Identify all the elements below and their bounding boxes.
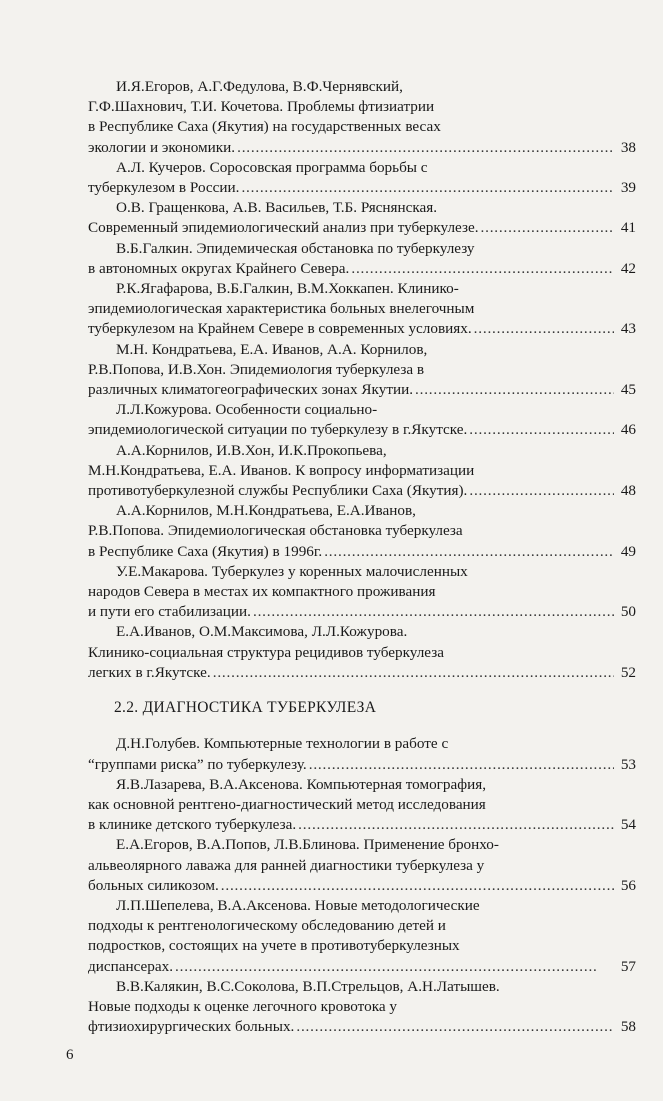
toc-entry bbox=[88, 775, 636, 836]
section-title: 2.2. ДИАГНОСТИКА ТУБЕРКУЛЕЗА bbox=[114, 699, 377, 717]
toc-entry-line: диспансерах. bbox=[88, 957, 173, 975]
toc-page-number: 57 bbox=[620, 957, 636, 975]
toc-entry-last-line bbox=[88, 876, 636, 896]
toc-entry bbox=[88, 562, 636, 623]
toc-page-number: 42 bbox=[620, 259, 636, 277]
toc-entry-line: больных силикозом. bbox=[88, 876, 219, 894]
toc-entry bbox=[88, 239, 636, 279]
toc-entry-line: в автономных округах Крайнего Севера. bbox=[88, 259, 350, 277]
toc-entry-line: Р.В.Попова, И.В.Хон. Эпидемиология туберкулеза в bbox=[88, 360, 425, 378]
toc-entry-line: как основной рентгено-диагностический метод исследования bbox=[88, 795, 486, 813]
dot-leader bbox=[237, 138, 614, 158]
dot-leader bbox=[296, 1017, 614, 1037]
toc-page-number: 43 bbox=[620, 320, 636, 338]
toc-entry-line: О.В. Гращенкова, А.В. Васильев, Т.Б. Ряснянская. bbox=[116, 199, 438, 217]
toc-entry-line: различных климатогеографических зонах Якутии. bbox=[88, 381, 414, 399]
toc-entry bbox=[88, 835, 636, 896]
toc-entry bbox=[88, 279, 636, 340]
page-number: 6 bbox=[66, 1047, 74, 1063]
toc-entry-line: Г.Ф.Шахнович, Т.И. Кочетова. Проблемы фтизиатрии bbox=[88, 98, 435, 116]
toc-page-number: 45 bbox=[620, 381, 636, 399]
toc-entry-line: эпидемиологическая характеристика больных внелегочным bbox=[88, 300, 475, 318]
toc-entry bbox=[88, 158, 636, 198]
toc-entry-line: Я.В.Лазарева, В.А.Аксенова. Компьютерная томография, bbox=[116, 775, 487, 793]
toc-entry-line: альвеолярного лаважа для ранней диагностики туберкулеза у bbox=[88, 856, 485, 874]
toc-entry-line: в Республике Саха (Якутия) на государственных весах bbox=[88, 118, 441, 136]
toc-entry-line: фтизиохирургических больных. bbox=[88, 1018, 295, 1036]
dot-leader bbox=[253, 602, 614, 622]
dot-leader bbox=[481, 218, 614, 238]
toc-entry-last-line bbox=[88, 218, 636, 238]
toc-entry-last-line bbox=[88, 420, 636, 440]
toc-entry-last-line bbox=[88, 380, 636, 400]
toc-entry-line: М.Н.Кондратьева, Е.А. Иванов. К вопросу информатизации bbox=[88, 461, 475, 479]
toc-entry-line: В.Б.Галкин. Эпидемическая обстановка по туберкулезу bbox=[116, 239, 475, 257]
toc-entry-line: подростков, состоящих на учете в противотуберкулезных bbox=[88, 937, 460, 955]
toc-page-number: 39 bbox=[620, 179, 636, 197]
toc-entry bbox=[88, 896, 636, 977]
toc-entry-line: подходы к рентгенологическому обследованию детей и bbox=[88, 917, 446, 935]
toc-page-number: 52 bbox=[620, 663, 636, 681]
toc-group-epidemiology bbox=[88, 77, 636, 683]
toc-entry bbox=[88, 77, 636, 158]
toc-entry-line: И.Я.Егоров, А.Г.Федулова, В.Ф.Чернявский, bbox=[116, 78, 403, 95]
toc-entry-last-line bbox=[88, 178, 636, 198]
dot-leader bbox=[241, 178, 614, 198]
toc-entry-last-line bbox=[88, 542, 636, 562]
toc-entry bbox=[88, 622, 636, 683]
toc-entry-line: В.В.Калякин, В.С.Соколова, В.П.Стрельцов, А.Н.Латышев. bbox=[116, 977, 500, 995]
dot-leader bbox=[324, 542, 614, 562]
toc-entry-line: эпидемиологической ситуации по туберкулезу в г.Якутске. bbox=[88, 421, 468, 439]
toc-entry-line: У.Е.Макарова. Туберкулез у коренных малочисленных bbox=[116, 562, 468, 580]
toc-page-number: 58 bbox=[620, 1018, 636, 1036]
toc-page-number: 41 bbox=[620, 219, 636, 237]
dot-leader bbox=[469, 420, 614, 440]
toc-entry-line: Р.К.Ягафарова, В.Б.Галкин, В.М.Хоккапен. Клинико- bbox=[116, 280, 459, 298]
toc-entry-last-line bbox=[88, 481, 636, 501]
toc-entry-line: Е.А.Егоров, В.А.Попов, Л.В.Блинова. Применение бронхо- bbox=[116, 836, 499, 854]
toc-page-number: 54 bbox=[620, 816, 636, 834]
toc-entry-line: “группами риска” по туберкулезу. bbox=[88, 755, 307, 773]
toc-entry-line: М.Н. Кондратьева, Е.А. Иванов, А.А. Корнилов, bbox=[116, 340, 428, 358]
toc-group-diagnostics bbox=[88, 734, 636, 1037]
dot-leader bbox=[469, 481, 614, 501]
toc-entry-line: туберкулезом на Крайнем Севере в современных условиях. bbox=[88, 320, 472, 338]
toc-entry-line: А.А.Корнилов, М.Н.Кондратьева, Е.А.Иванов, bbox=[116, 502, 416, 520]
toc-entry-last-line bbox=[88, 957, 636, 977]
toc-entry-line: туберкулезом в России. bbox=[88, 179, 240, 197]
toc-entry-line: А.Л. Кучеров. Соросовская программа борьбы с bbox=[116, 158, 428, 176]
toc-entry-line: в клинике детского туберкулеза. bbox=[88, 816, 297, 834]
toc-entry-last-line bbox=[88, 815, 636, 835]
toc-entry-line: Новые подходы к оценке легочного кровотока у bbox=[88, 997, 397, 1015]
toc-entry-line: Л.Л.Кожурова. Особенности социально- bbox=[116, 401, 378, 419]
toc-entry-line: Л.П.Шепелева, В.А.Аксенова. Новые методологические bbox=[116, 896, 480, 914]
toc-entry-last-line bbox=[88, 138, 636, 158]
toc-entry bbox=[88, 400, 636, 440]
toc-page-number: 38 bbox=[620, 138, 636, 156]
toc-entry-line: экологии и экономики. bbox=[88, 138, 236, 156]
dot-leader bbox=[309, 755, 614, 775]
toc-entry-line: и пути его стабилизации. bbox=[88, 603, 251, 621]
dot-leader bbox=[298, 815, 614, 835]
toc-entry-line: Современный эпидемиологический анализ при туберкулезе. bbox=[88, 219, 479, 237]
toc-entry-line: Клинико-социальная структура рецидивов туберкулеза bbox=[88, 643, 444, 661]
toc-entry-line: легких в г.Якутске. bbox=[88, 663, 211, 681]
toc-entry bbox=[88, 977, 636, 1038]
toc-entry bbox=[88, 198, 636, 238]
dot-leader bbox=[213, 663, 614, 683]
toc-entry-last-line bbox=[88, 1017, 636, 1037]
dot-leader bbox=[351, 259, 614, 279]
toc-entry bbox=[88, 340, 636, 401]
toc-page-number: 49 bbox=[620, 542, 636, 560]
toc-entry-line: Е.А.Иванов, О.М.Максимова, Л.Л.Кожурова. bbox=[116, 623, 408, 641]
toc-entry bbox=[88, 501, 636, 562]
dot-leader bbox=[175, 957, 614, 977]
dot-leader bbox=[474, 319, 614, 339]
toc-entry-last-line bbox=[88, 602, 636, 622]
toc-entry bbox=[88, 441, 636, 502]
toc-entry-last-line bbox=[88, 755, 636, 775]
toc-entry bbox=[88, 734, 636, 774]
toc-page-number: 56 bbox=[620, 876, 636, 894]
toc-entry-line: в Республике Саха (Якутия) в 1996г. bbox=[88, 542, 323, 560]
toc-page-number: 50 bbox=[620, 603, 636, 621]
table-of-contents bbox=[88, 77, 636, 1037]
dot-leader bbox=[221, 876, 614, 896]
toc-entry-line: противотуберкулезной службы Республики Саха (Якутия). bbox=[88, 482, 468, 500]
toc-entry-last-line bbox=[88, 259, 636, 279]
toc-entry-line: Р.В.Попова. Эпидемиологическая обстановка туберкулеза bbox=[88, 522, 463, 540]
dot-leader bbox=[415, 380, 614, 400]
toc-entry-line: народов Севера в местах их компактного проживания bbox=[88, 583, 436, 601]
toc-entry-last-line bbox=[88, 319, 636, 339]
toc-entry-last-line bbox=[88, 663, 636, 683]
toc-page-number: 48 bbox=[620, 482, 636, 500]
toc-page-number: 53 bbox=[620, 755, 636, 773]
toc-entry-line: Д.Н.Голубев. Компьютерные технологии в работе с bbox=[116, 735, 449, 753]
toc-page-number: 46 bbox=[620, 421, 636, 439]
toc-entry-line: А.А.Корнилов, И.В.Хон, И.К.Прокопьева, bbox=[116, 441, 387, 459]
